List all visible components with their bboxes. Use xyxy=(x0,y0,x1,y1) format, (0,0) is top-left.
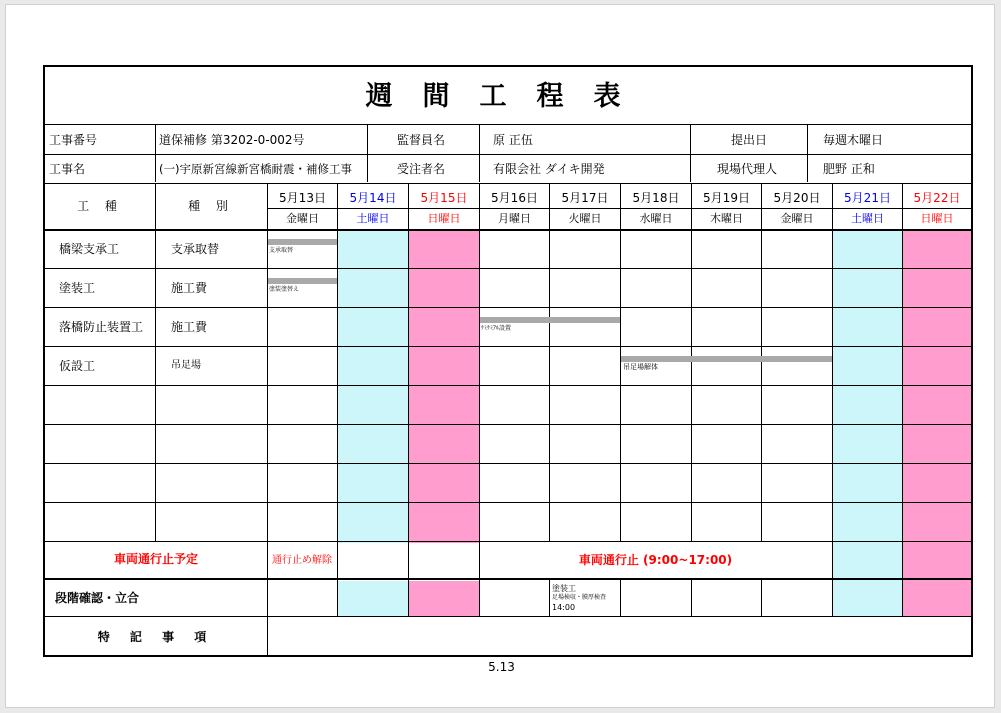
gantt-bar xyxy=(621,356,832,362)
contractor-label: 受注者名 xyxy=(397,162,446,176)
project-name-value: (一)宇原新宮線新宮橋耐震・補修工事 xyxy=(159,162,352,176)
weekday-header: 水曜日 xyxy=(639,212,673,225)
date-header: 5月14日 xyxy=(349,191,397,205)
site-agent-value: 肥野 正和 xyxy=(823,162,875,176)
gantt-bar-label: 塗装塗替え xyxy=(269,286,300,293)
gantt-bar-label: 支承取替 xyxy=(269,247,294,254)
sunday-column-bg xyxy=(409,231,479,543)
work-type-cell: 落橋防止装置工 xyxy=(59,320,144,334)
weekday-header: 木曜日 xyxy=(710,212,743,225)
project-name-label: 工事名 xyxy=(49,162,86,176)
weekday-header: 月曜日 xyxy=(498,212,531,225)
submit-date-value: 毎週木曜日 xyxy=(823,133,884,147)
saturday-column-bg xyxy=(338,581,408,616)
saturday-column-bg xyxy=(832,231,902,543)
gantt-bar-label: ｹﾐｹﾐｱﾙ設置 xyxy=(481,325,512,332)
date-header: 5月21日 xyxy=(844,191,891,205)
gantt-bar xyxy=(268,278,337,284)
project-number-label: 工事番号 xyxy=(49,133,98,147)
work-kind-cell: 吊足場 xyxy=(171,360,201,371)
remarks-label: 特 記 事 項 xyxy=(97,630,215,644)
date-header: 5月20日 xyxy=(773,191,821,205)
weekday-header: 日曜日 xyxy=(427,212,461,225)
date-header: 5月18日 xyxy=(632,191,680,205)
sunday-column-bg xyxy=(409,581,479,616)
weekday-header: 土曜日 xyxy=(851,212,884,225)
closure-release-note: 通行止め解除 xyxy=(272,555,332,566)
site-agent-label: 現場代理人 xyxy=(717,162,778,176)
submit-date-label: 提出日 xyxy=(731,133,768,147)
work-kind-header: 種 別 xyxy=(188,199,234,213)
inspection-note-title: 塗装工 xyxy=(552,584,576,593)
date-header: 5月17日 xyxy=(561,191,609,205)
page-footer: 5.13 xyxy=(488,660,515,674)
document-title: 週間工程表 xyxy=(45,67,971,125)
date-header: 5月22日 xyxy=(913,191,961,205)
date-header: 5月19日 xyxy=(703,191,750,205)
inspection-note-sub: 足場検収・膜厚検査 xyxy=(552,594,607,601)
supervisor-label: 監督員名 xyxy=(397,133,446,147)
saturday-column-bg xyxy=(338,231,408,543)
work-type-header: 工 種 xyxy=(77,199,123,213)
project-number-value: 道保補修 第3202-0-002号 xyxy=(159,133,305,147)
inspection-label: 段階確認・立合 xyxy=(55,591,140,605)
gantt-bar-label: 吊足場解体 xyxy=(623,363,658,371)
weekday-header: 土曜日 xyxy=(356,212,390,225)
weekday-header: 火曜日 xyxy=(568,212,602,225)
weekday-header: 金曜日 xyxy=(286,212,319,225)
date-header: 5月15日 xyxy=(420,191,468,205)
work-type-cell: 塗装工 xyxy=(59,281,96,295)
sunday-column-bg xyxy=(903,231,971,543)
gantt-bar xyxy=(480,317,620,323)
work-type-cell: 仮設工 xyxy=(59,359,96,373)
inspection-note-time: 14:00 xyxy=(552,603,576,612)
weekly-schedule-sheet xyxy=(43,65,973,657)
work-kind-cell: 施工費 xyxy=(171,281,208,295)
gantt-bar xyxy=(268,239,337,245)
weekday-header: 日曜日 xyxy=(920,212,954,225)
traffic-closure-schedule: 車両通行止 (9:00~17:00) xyxy=(578,553,733,567)
date-header: 5月16日 xyxy=(491,191,538,205)
supervisor-value: 原 正伍 xyxy=(493,133,533,147)
work-kind-cell: 施工費 xyxy=(171,320,208,334)
traffic-closure-label: 車両通行止予定 xyxy=(113,552,198,566)
date-header: 5月13日 xyxy=(279,191,326,205)
work-type-cell: 橋梁支承工 xyxy=(59,242,120,256)
weekday-header: 金曜日 xyxy=(780,212,814,225)
work-kind-cell: 支承取替 xyxy=(171,242,220,256)
contractor-value: 有限会社 ダイキ開発 xyxy=(493,162,605,176)
document-page xyxy=(5,4,995,708)
